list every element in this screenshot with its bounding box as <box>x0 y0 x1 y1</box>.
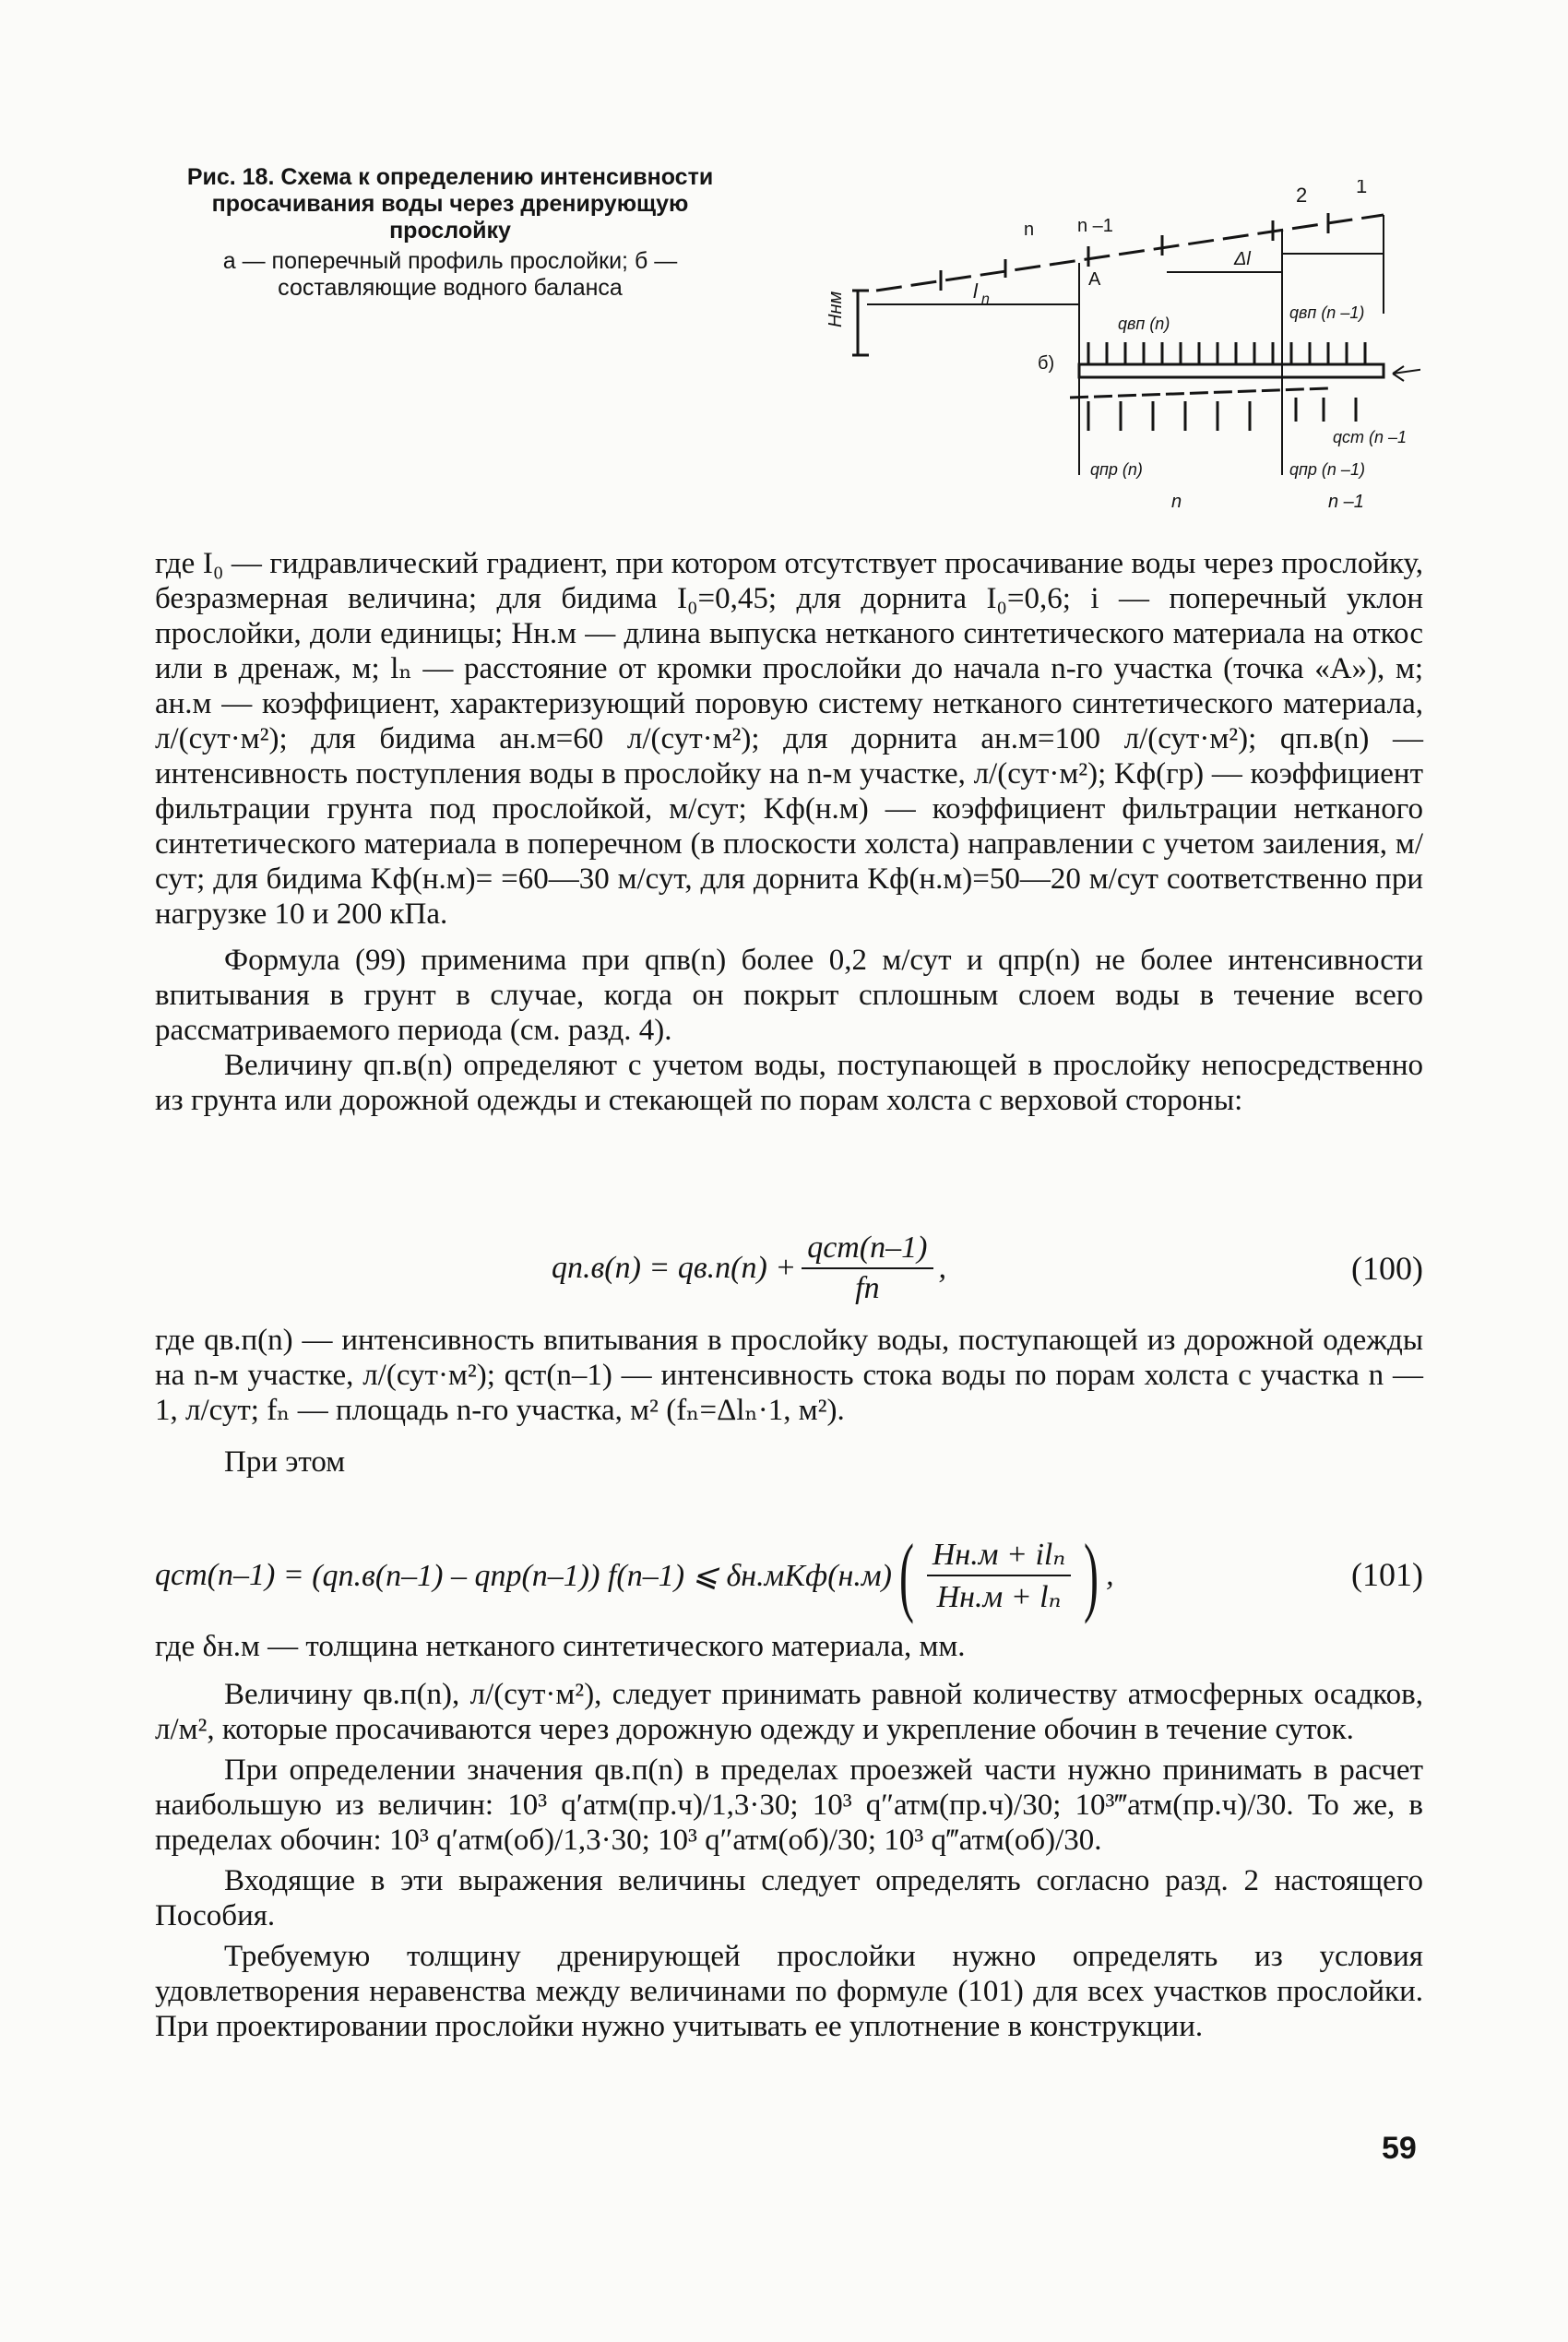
label-qvn-n1: qвп (n –1) <box>1289 303 1365 322</box>
label-one: 1 <box>1356 180 1368 197</box>
label-qpr-n: qпр (n) <box>1090 460 1143 479</box>
formula-101-right-paren: ) <box>1084 1526 1099 1624</box>
paragraph-definitions: где I₀ — гидравлический градиент, при котором отсутствует просачивание воды через прослойку, безразмерная величина; для бидима I₀=0,45; для дорнита I₀=0,6; i — поперечный уклон прослойки, доли единицы; Hн.м — длина выпуска нетканого синтетического материала на откос или в дренаж, м; lₙ — расстояние от кромки прослойки до начала n-го участка (точка «А»), м; aн.м — коэффициент, характеризующий поровую систему нетканого синтетического материала, л/(сут·м²); для бидима aн.м=60 л/(сут·м²); для дорнита aн.м=100 л/(сут·м²); qп.в(n) — интенсивность поступления воды в прослойку на n-м участке, л/(сут·м²); Kф(гр) — коэффициент фильтрации грунта под прослойкой, м/сут; Kф(н.м) — коэффициент фильтрации нетканого синтетического материала в поперечном (в плоскости холста) направлении с учетом заиления, м/сут; для бидима Kф(н.м)= =60—30 м/сут, для дорнита Kф(н.м)=50—20 м/сут соответственно при нагрузке 10 и 200 кПа. <box>155 547 1423 931</box>
label-n1-top: n –1 <box>1077 216 1113 236</box>
paragraph-qvp-value: Величину qв.п(n), л/(сут·м²), следует принимать равной количеству атмосферных осадков, л/м², которые просачиваются через дорожную одежду и укрепление обочин в течение суток. <box>155 1678 1423 1746</box>
paragraph-formula-100-definitions: где qв.п(n) — интенсивность впитывания в прослойку воды, поступающей из дорожной одежды на n-м участке, л/(сут·м²); qст(n–1) — интенсивность стока воды по порам холста с участка n — 1, л/сут; fₙ — площадь n-го участка, м² (fₙ=Δlₙ·1, м²). <box>155 1324 1423 1427</box>
formula-101-body <box>155 1526 1114 1624</box>
paragraph-pri-etom: При этом <box>224 1445 346 1479</box>
figure-caption <box>155 164 745 302</box>
paragraph-formula-99-applicability: Формула (99) применима при qпв(n) более 0,2 м/сут и qпр(n) не более интенсивности впитывания в грунт в случае, когда он покрыт сплошным слоем воды в течение всего рассматриваемого периода (см. разд. 4). <box>155 944 1423 1047</box>
paragraph-qpv-intro: Величину qп.в(n) определяют с учетом воды, поступающей в прослойку непосредственно из грунта или дорожной одежды и стекающей по порам холста с верховой стороны: <box>155 1049 1423 1117</box>
formula-101-denominator: Hн.м + lₙ <box>936 1580 1062 1614</box>
label-b: б) <box>1038 353 1055 374</box>
figure-caption-legend: а — поперечный профиль прослойки; б — составляющие водного баланса <box>222 248 678 301</box>
formula-100-body <box>552 1227 946 1310</box>
outflow-arrows <box>1088 398 1356 431</box>
text-block-2 <box>155 1323 1423 1480</box>
formula-100 <box>155 1227 1423 1310</box>
drainage-layer-diagram <box>812 180 1420 521</box>
paragraph-section-reference: Входящие в эти выражения величины следует определять согласно разд. 2 настоящего Пособия. <box>155 1864 1423 1932</box>
formula-100-term1: qв.п(n) + <box>677 1251 797 1285</box>
label-two: 2 <box>1296 184 1308 207</box>
formula-101 <box>155 1526 1423 1624</box>
label-qpr-n1: qпр (n –1) <box>1289 460 1365 479</box>
formula-100-lhs: qп.в(n) = <box>552 1251 671 1285</box>
label-qst-n1: qст (n –1 <box>1333 428 1408 446</box>
hnm-bracket <box>852 291 869 355</box>
paragraph-delta-definition: где δн.м — толщина нетканого синтетического материала, мм. <box>155 1630 966 1663</box>
layer-band <box>1079 364 1384 377</box>
paragraph-qvp-roadway: При определении значения qв.п(n) в пределах проезжей части нужно принимать в расчет наибольшую из величин: 10³ q′атм(пр.ч)/1,3·30; 10³ q″атм(пр.ч)/30; 10³‴атм(пр.ч)/30. То же, в пределах обочин: 10³ q′атм(об)/1,3·30; 10³ q″атм(об)/30; 10³ q‴атм(об)/30. <box>155 1754 1423 1857</box>
label-point-a: А <box>1088 269 1101 290</box>
formula-101-lhs: qст(n–1) = <box>155 1558 304 1592</box>
label-ln-sub: n <box>981 291 990 307</box>
formula-101-label: (101) <box>1351 1556 1423 1593</box>
formula-101-tail: , <box>1106 1558 1114 1592</box>
inflow-arrows <box>1088 342 1365 364</box>
label-n-bottom: n <box>1171 492 1182 512</box>
text-block-1 <box>155 546 1423 1118</box>
paragraph-thickness-requirement: Требуемую толщину дренирующей прослойки нужно определять из условия удовлетворения неравенства между величинами по формуле (101) для всех участков прослойки. При проектировании прослойки нужно учитывать ее уплотнение в конструкции. <box>155 1940 1423 2043</box>
formula-101-fraction <box>927 1536 1071 1615</box>
text-block-3 <box>155 1629 1423 2044</box>
formula-100-fraction <box>802 1230 932 1306</box>
ground-line <box>1070 388 1328 398</box>
label-ln: l <box>973 279 978 303</box>
formula-101-numerator: Hн.м + ilₙ <box>927 1536 1071 1576</box>
label-n-top: n <box>1024 220 1035 240</box>
label-qvn-n: qвп (n) <box>1118 315 1170 333</box>
label-delta-l: Δl <box>1234 249 1251 269</box>
formula-101-mid: (qп.в(n–1) – qпр(n–1)) f(n–1) ⩽ δн.мKф(н.м) <box>312 1559 892 1593</box>
side-arrow <box>1393 366 1420 381</box>
page-number: 59 <box>1382 2131 1417 2166</box>
formula-100-numerator: qст(n–1) <box>802 1230 932 1269</box>
label-hnm: Hнм <box>826 291 846 327</box>
figure-caption-title: Рис. 18. Схема к определению интенсивности просачивания воды через дренирующую прослойку <box>186 164 714 244</box>
figure-18-diagram <box>812 180 1420 521</box>
formula-100-tail: , <box>938 1251 947 1285</box>
formula-101-left-paren: ( <box>898 1526 914 1624</box>
label-n1-bottom: n –1 <box>1328 492 1364 512</box>
formula-100-denominator: fn <box>855 1271 880 1305</box>
formula-100-label: (100) <box>1351 1250 1423 1287</box>
